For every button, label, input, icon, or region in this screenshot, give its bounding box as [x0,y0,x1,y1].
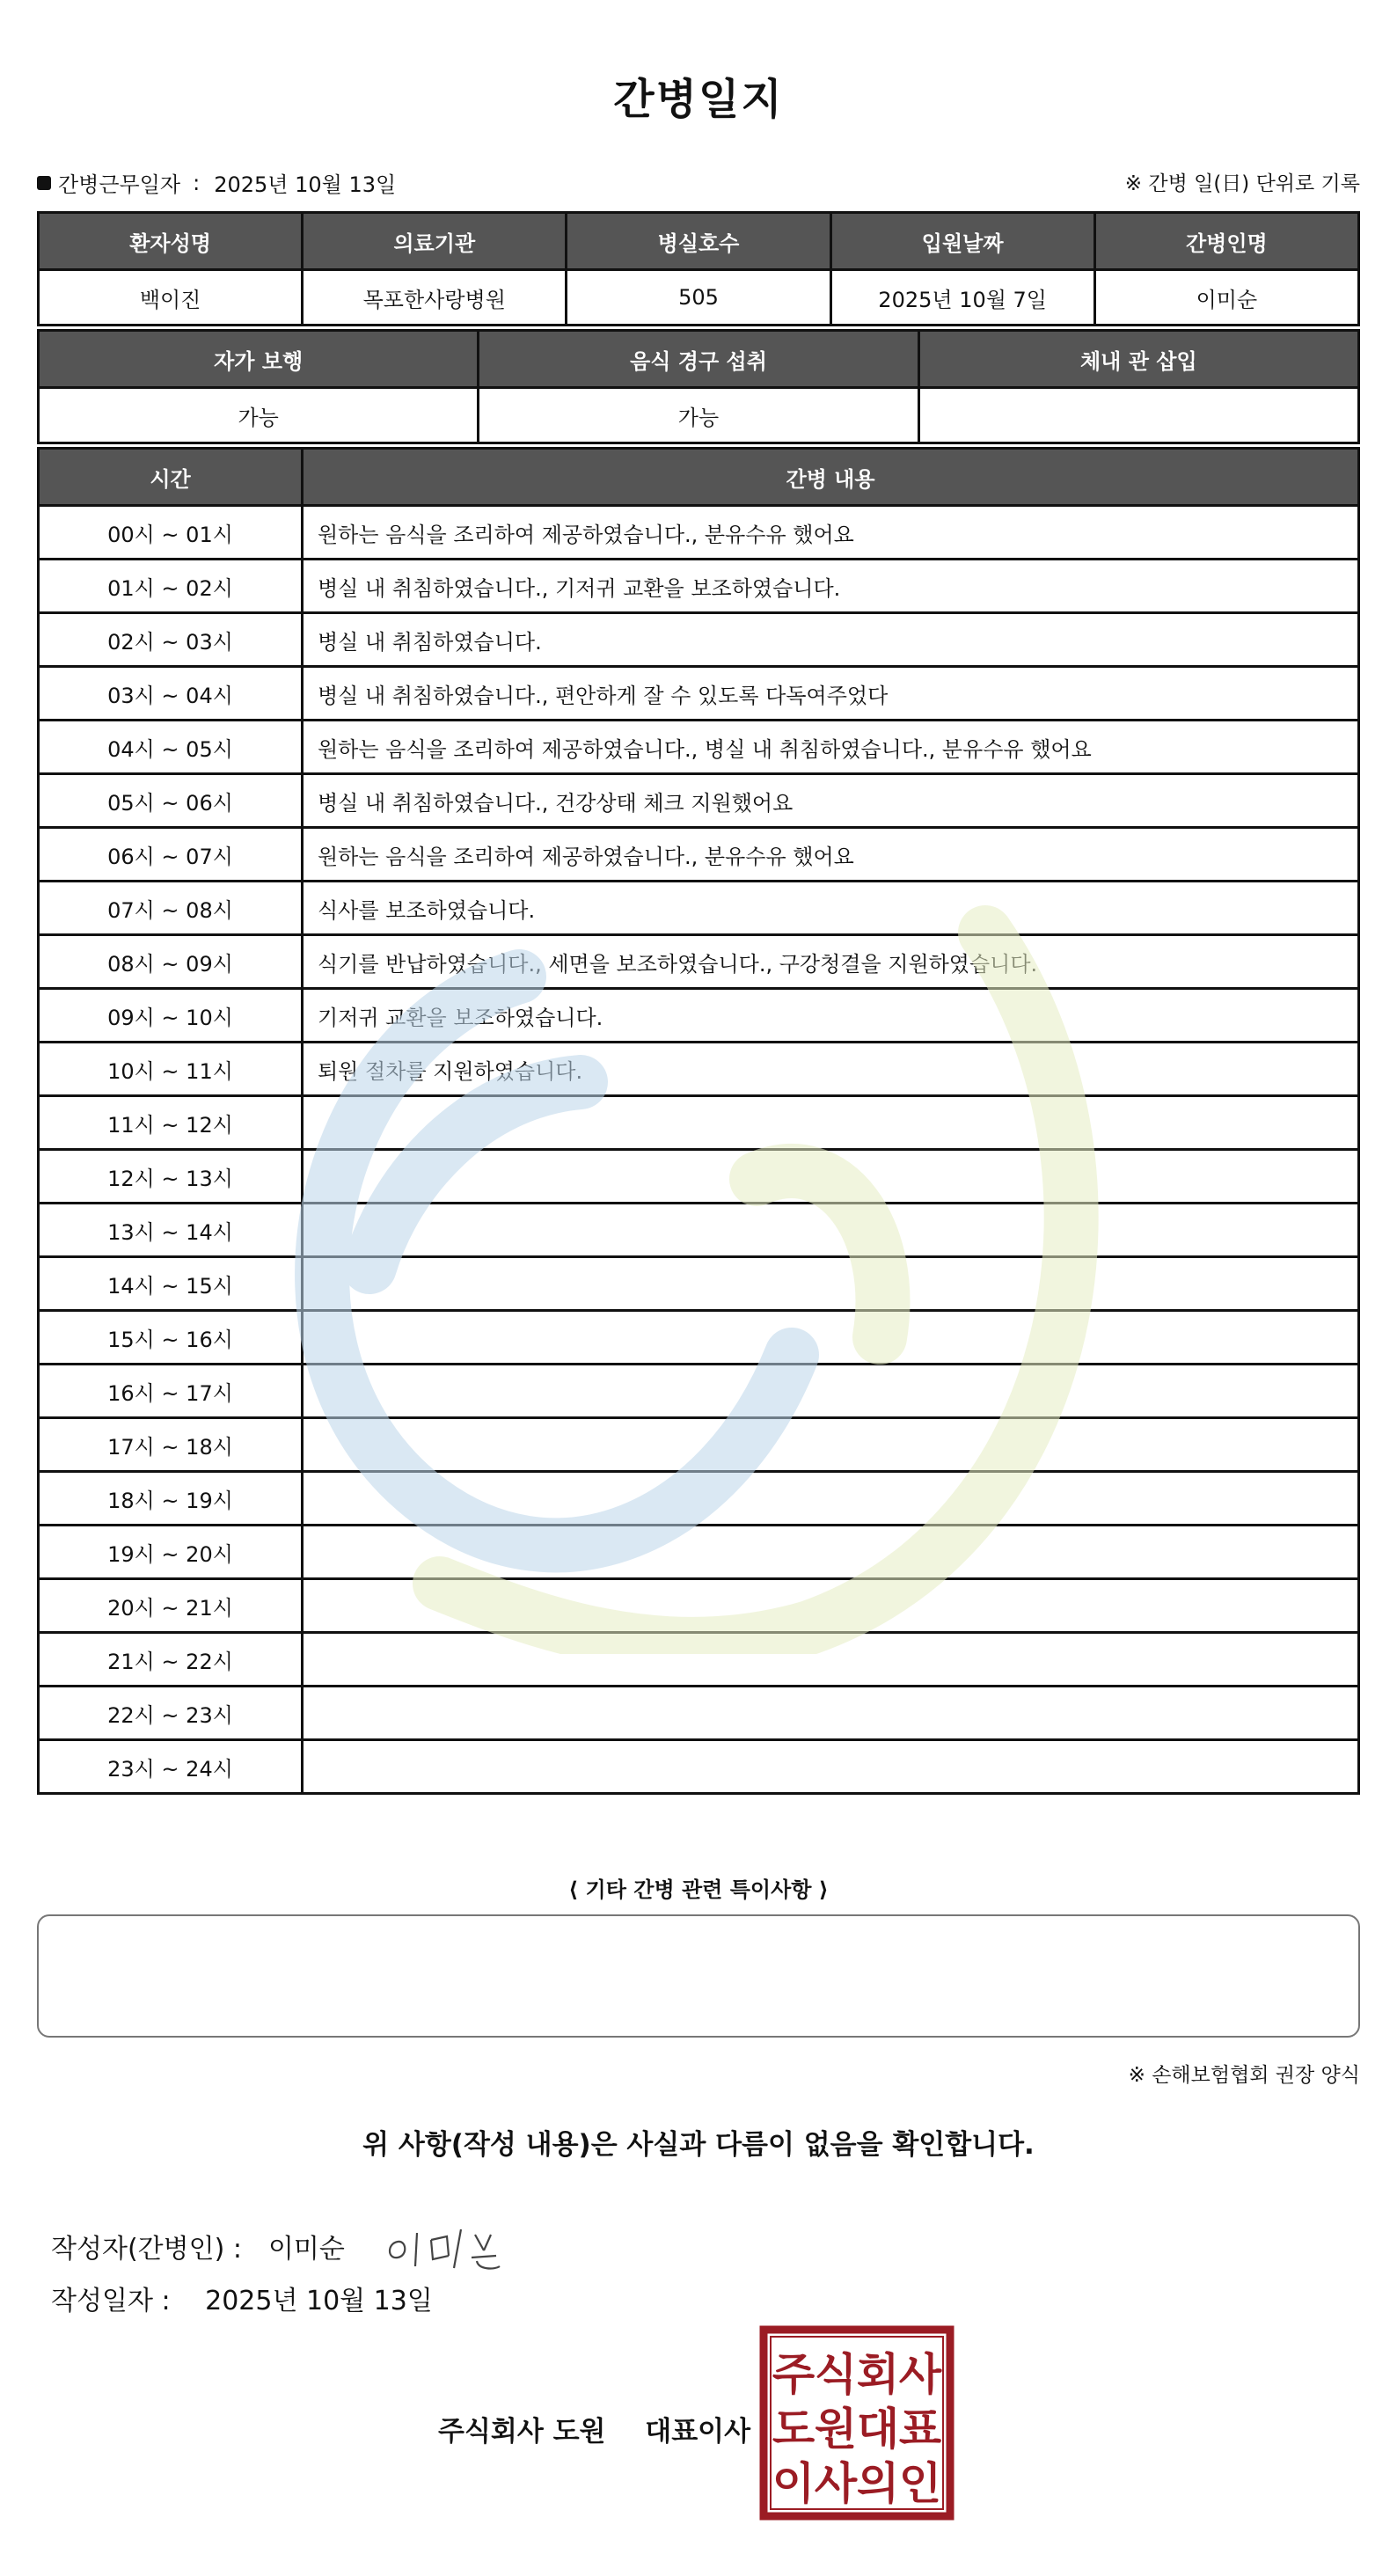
svg-text:원: 원 [814,2404,858,2455]
svg-text:도: 도 [772,2404,816,2455]
care-log-content[interactable]: 퇴원 절차를 지원하였습니다. [303,1043,1359,1096]
ability-header-row [39,331,1359,388]
care-log-time: 22시 ~ 23시 [39,1687,303,1740]
work-date-colon: : [193,170,201,195]
care-log-content[interactable]: 병실 내 취침하였습니다. [303,613,1359,667]
care-log-row [39,1204,1359,1257]
confirmation-statement: 위 사항(작성 내용)은 사실과 다름이 없음을 확인합니다. [362,2129,1035,2161]
svg-text:회: 회 [856,2349,900,2400]
care-log-time: 03시 ~ 04시 [39,667,303,721]
company-seal-stamp-icon [758,2324,955,2521]
care-log-content[interactable]: 병실 내 취침하였습니다., 편안하게 잘 수 있도록 다독여주었다 [303,667,1359,721]
tube-insertion-value [918,388,1358,443]
care-log-row [39,721,1359,774]
care-log-row [39,882,1359,935]
care-log-content[interactable] [303,1633,1359,1687]
header-patient-name: 환자성명 [39,213,303,270]
care-log-row [39,1579,1359,1633]
patient-info-header-row [39,213,1359,270]
care-log-time: 23시 ~ 24시 [39,1740,303,1794]
written-date-label: 작성일자 : [51,2286,171,2316]
care-log-content[interactable]: 병실 내 취침하였습니다., 기저귀 교환을 보조하였습니다. [303,560,1359,613]
care-log-time: 10시 ~ 11시 [39,1043,303,1096]
care-log-row [39,1526,1359,1579]
header-time: 시간 [39,449,303,506]
care-log-time: 18시 ~ 19시 [39,1472,303,1526]
care-log-row [39,935,1359,989]
care-log-time: 01시 ~ 02시 [39,560,303,613]
svg-text:주: 주 [772,2349,816,2400]
hospital-value: 목포한사랑병원 [303,270,567,326]
care-log-row [39,1365,1359,1418]
special-notes-title: ⟨ 기타 간병 관련 특이사항 ⟩ [568,1877,829,1902]
care-log-time: 05시 ~ 06시 [39,774,303,828]
header-room-number: 병실호수 [567,213,830,270]
writer-row [51,2215,530,2277]
care-log-time: 17시 ~ 18시 [39,1418,303,1472]
ability-value-row [39,388,1359,443]
handwritten-signature-icon [380,2215,530,2277]
care-log-header-row [39,449,1359,506]
work-date-label: 간병근무일자 [58,172,181,197]
meta-row [37,167,1360,199]
care-log-row [39,1687,1359,1740]
header-caregiver-name: 간병인명 [1094,213,1358,270]
header-self-walking: 자가 보행 [39,331,479,388]
care-log-row [39,1418,1359,1472]
header-tube-insertion: 체내 관 삽입 [918,331,1358,388]
care-log-content[interactable] [303,1418,1359,1472]
recommended-form-note: ※ 손해보험협회 권장 양식 [1128,2064,1360,2087]
company-name: 주식회사 도원 [438,2416,606,2448]
svg-text:표: 표 [898,2404,942,2455]
care-log-content[interactable]: 원하는 음식을 조리하여 제공하였습니다., 병실 내 취침하였습니다., 분유수유 했어요 [303,721,1359,774]
care-log-time: 13시 ~ 14시 [39,1204,303,1257]
admission-date-value: 2025년 10월 7일 [830,270,1094,326]
care-log-row [39,1096,1359,1150]
work-date-group [37,167,396,198]
svg-text:대: 대 [856,2404,900,2455]
care-log-row [39,560,1359,613]
patient-info-value-row [39,270,1359,326]
document-title: 간병일지 [613,75,784,124]
care-log-time: 16시 ~ 17시 [39,1365,303,1418]
svg-text:식: 식 [814,2349,858,2400]
patient-info-table [37,211,1360,326]
svg-text:사: 사 [898,2349,942,2400]
care-log-content[interactable]: 원하는 음식을 조리하여 제공하였습니다., 분유수유 했어요 [303,506,1359,560]
care-log-content[interactable] [303,1150,1359,1204]
care-log-time: 07시 ~ 08시 [39,882,303,935]
record-unit-note: ※ 간병 일(日) 단위로 기록 [1124,172,1360,195]
care-log-body [39,506,1359,1794]
care-log-row [39,667,1359,721]
care-log-time: 08시 ~ 09시 [39,935,303,989]
patient-name-value: 백이진 [39,270,303,326]
care-log-row [39,828,1359,882]
care-log-table [37,447,1360,1795]
representative-title: 대표이사 [645,2416,751,2448]
special-notes-box[interactable] [37,1914,1360,2038]
care-log-content[interactable] [303,1257,1359,1311]
care-log-row [39,989,1359,1043]
care-log-time: 02시 ~ 03시 [39,613,303,667]
care-log-content[interactable]: 식사를 보조하였습니다. [303,882,1359,935]
care-log-time: 20시 ~ 21시 [39,1579,303,1633]
care-log-time: 04시 ~ 05시 [39,721,303,774]
care-log-time: 09시 ~ 10시 [39,989,303,1043]
written-date-value: 2025년 10월 13일 [205,2286,433,2316]
care-log-row [39,1043,1359,1096]
care-log-content[interactable] [303,1687,1359,1740]
care-log-row [39,1472,1359,1526]
care-log-row [39,1150,1359,1204]
care-log-content[interactable] [303,1365,1359,1418]
care-log-content[interactable] [303,1740,1359,1794]
patient-ability-table [37,329,1360,444]
care-log-time: 21시 ~ 22시 [39,1633,303,1687]
care-log-content[interactable] [303,1579,1359,1633]
care-log-content[interactable] [303,1204,1359,1257]
care-log-row [39,1633,1359,1687]
care-log-time: 15시 ~ 16시 [39,1311,303,1365]
written-date-row [51,2279,433,2317]
work-date-value: 2025년 10월 13일 [214,172,397,197]
svg-text:의: 의 [856,2458,900,2509]
svg-text:이: 이 [772,2458,816,2509]
care-log-row [39,506,1359,560]
care-log-content[interactable] [303,1472,1359,1526]
care-log-time: 00시 ~ 01시 [39,506,303,560]
header-hospital: 의료기관 [303,213,567,270]
care-log-content[interactable] [303,1096,1359,1150]
care-log-time: 19시 ~ 20시 [39,1526,303,1579]
room-number-value: 505 [567,270,830,326]
caregiver-name-value: 이미순 [1094,270,1358,326]
care-log-time: 06시 ~ 07시 [39,828,303,882]
svg-text:인: 인 [898,2458,942,2509]
care-log-row [39,613,1359,667]
header-care-content: 간병 내용 [303,449,1359,506]
care-log-content[interactable]: 기저귀 교환을 보조하였습니다. [303,989,1359,1043]
care-log-content[interactable] [303,1526,1359,1579]
care-log-time: 12시 ~ 13시 [39,1150,303,1204]
writer-label: 작성자(간병인) : [51,2234,242,2265]
care-log-content[interactable]: 원하는 음식을 조리하여 제공하였습니다., 분유수유 했어요 [303,828,1359,882]
care-log-content[interactable] [303,1311,1359,1365]
writer-name: 이미순 [267,2234,345,2265]
care-log-content[interactable]: 식기를 반납하였습니다., 세면을 보조하였습니다., 구강청결을 지원하였습니다. [303,935,1359,989]
header-admission-date: 입원날짜 [830,213,1094,270]
care-log-row [39,1740,1359,1794]
care-log-time: 11시 ~ 12시 [39,1096,303,1150]
oral-intake-value: 가능 [479,388,918,443]
care-log-content[interactable]: 병실 내 취침하였습니다., 건강상태 체크 지원했어요 [303,774,1359,828]
care-log-time: 14시 ~ 15시 [39,1257,303,1311]
company-row [438,2409,750,2448]
bullet-square-icon [37,176,51,190]
svg-text:사: 사 [814,2458,858,2509]
self-walking-value: 가능 [39,388,479,443]
care-log-row [39,1311,1359,1365]
header-oral-intake: 음식 경구 섭취 [479,331,918,388]
care-log-row [39,774,1359,828]
care-log-row [39,1257,1359,1311]
